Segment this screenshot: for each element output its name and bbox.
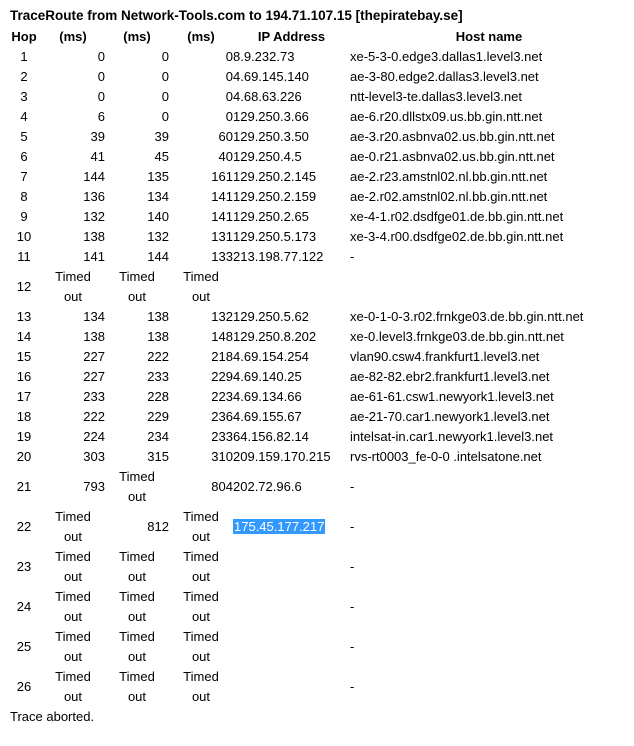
ip-address[interactable]: 64.156.82.14	[233, 429, 309, 444]
timeout-label: out	[191, 609, 211, 624]
latency-ms: 0	[161, 89, 169, 104]
latency-ms: 804	[211, 479, 233, 494]
hop-number: 13	[16, 309, 32, 324]
host-name: ntt-level3-te.dallas3.level3.net	[350, 89, 522, 104]
hop-number: 5	[20, 129, 28, 144]
latency-timeout	[169, 267, 233, 307]
timeout-label: Timed	[183, 269, 219, 284]
table-row	[7, 107, 628, 127]
ip-address-cell	[233, 227, 350, 247]
host-name: ae-6.r20.dllstx09.us.bb.gin.ntt.net	[350, 109, 543, 124]
latency-ms: 132	[83, 209, 105, 224]
hop-number: 18	[16, 409, 32, 424]
latency-ms: 0	[161, 49, 169, 64]
latency-timeout	[41, 627, 105, 667]
hop-number: 26	[16, 679, 32, 694]
ip-address-cell	[233, 147, 350, 167]
table-row	[7, 147, 628, 167]
latency-timeout	[169, 587, 233, 627]
host-name: rvs-rt0003_fe-0-0 .intelsatone.net	[350, 449, 542, 464]
timeout-label: out	[191, 289, 211, 304]
latency-ms: 133	[211, 249, 233, 264]
latency-ms: 138	[147, 329, 169, 344]
ip-address-cell	[233, 87, 350, 107]
hop-number: 11	[17, 249, 31, 264]
table-row	[7, 507, 628, 547]
timeout-label: Timed	[119, 269, 155, 284]
latency-ms: 222	[83, 409, 105, 424]
latency-ms: 0	[161, 69, 169, 84]
hop-number: 22	[16, 519, 32, 534]
latency-ms: 144	[83, 169, 105, 184]
ip-address-cell	[233, 47, 350, 67]
ip-address-cell	[233, 427, 350, 447]
latency-ms: 0	[225, 89, 233, 104]
timeout-label: Timed	[183, 669, 219, 684]
timeout-label: out	[63, 649, 83, 664]
ip-address-cell	[233, 387, 350, 407]
ip-address[interactable]: 129.250.5.62	[233, 309, 309, 324]
timeout-label: Timed	[119, 469, 155, 484]
timeout-label: out	[63, 569, 83, 584]
latency-timeout	[169, 627, 233, 667]
timeout-label: Timed	[183, 629, 219, 644]
ip-address-cell	[233, 187, 350, 207]
table-row	[7, 267, 628, 307]
latency-timeout	[105, 547, 169, 587]
ip-address[interactable]: 129.250.2.145	[233, 169, 317, 184]
timeout-label: out	[63, 289, 83, 304]
timeout-label: Timed	[119, 629, 155, 644]
latency-timeout	[41, 587, 105, 627]
host-name: ae-2.r02.amstnl02.nl.bb.gin.ntt.net	[350, 189, 548, 204]
latency-ms: 141	[211, 189, 233, 204]
timeout-label: Timed	[55, 549, 91, 564]
ip-address-cell	[233, 547, 350, 587]
column-header-ms-3: (ms)	[187, 29, 215, 44]
ip-address[interactable]: 129.250.2.65	[233, 209, 309, 224]
ip-address[interactable]: 4.69.154.254	[233, 349, 309, 364]
latency-ms: 793	[83, 479, 105, 494]
table-row	[7, 127, 628, 147]
ip-address[interactable]: 129.250.8.202	[233, 329, 317, 344]
hop-number: 9	[20, 209, 28, 224]
column-header-ms-2: (ms)	[123, 29, 151, 44]
table-row	[7, 667, 628, 707]
table-row	[7, 447, 628, 467]
host-name: ae-3.r20.asbnva02.us.bb.gin.ntt.net	[350, 129, 555, 144]
latency-ms: 134	[147, 189, 169, 204]
table-row	[7, 367, 628, 387]
latency-ms: 148	[211, 329, 233, 344]
ip-address-cell	[233, 247, 350, 267]
latency-ms: 132	[147, 229, 169, 244]
latency-ms: 60	[218, 129, 233, 144]
latency-ms: 223	[211, 389, 233, 404]
hop-number: 23	[16, 559, 32, 574]
hop-number: 15	[16, 349, 32, 364]
ip-address-cell	[233, 447, 350, 467]
latency-ms: 6	[97, 109, 105, 124]
table-row	[7, 227, 628, 247]
latency-ms: 39	[154, 129, 169, 144]
ip-address-cell	[233, 267, 350, 307]
timeout-label: out	[191, 649, 211, 664]
host-name: ae-0.r21.asbnva02.us.bb.gin.ntt.net	[350, 149, 555, 164]
hop-number: 10	[16, 229, 32, 244]
ip-address[interactable]: 129.250.3.66	[233, 109, 309, 124]
latency-ms: 39	[90, 129, 105, 144]
trace-status: Trace aborted.	[10, 709, 95, 724]
column-header-ip: IP Address	[257, 29, 326, 44]
latency-timeout	[169, 667, 233, 707]
timeout-label: out	[127, 569, 147, 584]
latency-ms: 233	[147, 369, 169, 384]
timeout-label: Timed	[55, 669, 91, 684]
latency-ms: 227	[83, 369, 105, 384]
traceroute-table	[7, 27, 628, 707]
latency-ms: 144	[147, 249, 169, 264]
latency-ms: 229	[147, 409, 169, 424]
table-header-row	[7, 27, 628, 47]
table-row	[7, 587, 628, 627]
latency-timeout	[169, 507, 233, 547]
ip-address[interactable]: 209.159.170.215	[233, 449, 331, 464]
table-row	[7, 427, 628, 447]
timeout-label: Timed	[183, 509, 219, 524]
latency-timeout	[105, 627, 169, 667]
latency-ms: 303	[83, 449, 105, 464]
host-name: -	[350, 639, 355, 654]
latency-ms: 228	[147, 389, 169, 404]
latency-ms: 0	[97, 89, 105, 104]
timeout-label: Timed	[119, 549, 155, 564]
ip-address[interactable]: 4.69.140.25	[233, 369, 302, 384]
latency-ms: 227	[83, 349, 105, 364]
timeout-label: out	[127, 289, 147, 304]
timeout-label: out	[191, 689, 211, 704]
host-name: ae-61-61.csw1.newyork1.level3.net	[350, 389, 554, 404]
table-row	[7, 327, 628, 347]
hop-number: 12	[16, 279, 32, 294]
latency-ms: 132	[211, 309, 233, 324]
host-name: ae-21-70.car1.newyork1.level3.net	[350, 409, 550, 424]
ip-address-cell	[233, 507, 350, 547]
latency-ms: 140	[147, 209, 169, 224]
ip-address-cell	[233, 467, 350, 507]
host-name: -	[350, 679, 355, 694]
hop-number: 7	[20, 169, 28, 184]
ip-address[interactable]: 129.250.4.5	[233, 149, 302, 164]
ip-address[interactable]: 8.9.232.73	[233, 49, 295, 64]
host-name: -	[350, 599, 355, 614]
ip-address-cell	[233, 627, 350, 667]
ip-address-cell	[233, 327, 350, 347]
latency-timeout	[41, 507, 105, 547]
host-name: -	[350, 479, 355, 494]
hop-number: 21	[16, 479, 32, 494]
latency-ms: 136	[83, 189, 105, 204]
timeout-label: out	[127, 689, 147, 704]
table-row	[7, 47, 628, 67]
table-row	[7, 547, 628, 587]
latency-ms: 236	[211, 409, 233, 424]
latency-ms: 138	[147, 309, 169, 324]
latency-ms: 0	[161, 109, 169, 124]
timeout-label: out	[191, 569, 211, 584]
latency-ms: 234	[147, 429, 169, 444]
ip-address-cell	[233, 667, 350, 707]
host-name: ae-82-82.ebr2.frankfurt1.level3.net	[350, 369, 550, 384]
latency-ms: 233	[83, 389, 105, 404]
table-row	[7, 387, 628, 407]
host-name: xe-0-1-0-3.r02.frnkge03.de.bb.gin.ntt.net	[350, 309, 584, 324]
timeout-label: Timed	[183, 549, 219, 564]
latency-timeout	[41, 267, 105, 307]
table-row	[7, 207, 628, 227]
timeout-label: out	[127, 609, 147, 624]
page-title: TraceRoute from Network-Tools.com to 194.71.107.15 [thepiratebay.se]	[10, 8, 463, 23]
ip-address-cell	[233, 207, 350, 227]
latency-timeout	[169, 547, 233, 587]
latency-ms: 812	[147, 519, 169, 534]
timeout-label: Timed	[55, 589, 91, 604]
ip-address[interactable]: 213.198.77.122	[233, 249, 324, 264]
latency-timeout	[105, 267, 169, 307]
hop-number: 20	[16, 449, 32, 464]
ip-address-cell	[233, 127, 350, 147]
host-name: vlan90.csw4.frankfurt1.level3.net	[350, 349, 540, 364]
ip-address[interactable]: 4.69.134.66	[233, 389, 302, 404]
ip-address-cell	[233, 407, 350, 427]
latency-ms: 0	[97, 49, 105, 64]
table-row	[7, 627, 628, 667]
ip-address-cell	[233, 307, 350, 327]
latency-ms: 41	[90, 149, 105, 164]
latency-ms: 0	[225, 109, 233, 124]
timeout-label: Timed	[119, 589, 155, 604]
latency-ms: 134	[83, 309, 105, 324]
timeout-label: Timed	[183, 589, 219, 604]
latency-ms: 138	[83, 229, 105, 244]
timeout-label: Timed	[55, 509, 91, 524]
host-name: -	[350, 519, 355, 534]
ip-address-cell	[233, 367, 350, 387]
timeout-label: out	[127, 489, 147, 504]
latency-timeout	[105, 467, 169, 507]
table-row	[7, 307, 628, 327]
latency-ms: 141	[211, 209, 233, 224]
host-name: -	[350, 249, 355, 264]
latency-timeout	[105, 667, 169, 707]
hop-number: 16	[16, 369, 32, 384]
timeout-label: out	[127, 649, 147, 664]
table-row	[7, 467, 628, 507]
timeout-label: out	[63, 609, 83, 624]
timeout-label: Timed	[119, 669, 155, 684]
hop-number: 3	[20, 89, 28, 104]
timeout-label: Timed	[55, 629, 91, 644]
ip-address-cell	[233, 347, 350, 367]
latency-ms: 222	[147, 349, 169, 364]
ip-address[interactable]: 129.250.5.173	[233, 229, 317, 244]
table-row	[7, 187, 628, 207]
host-name: xe-5-3-0.edge3.dallas1.level3.net	[350, 49, 543, 64]
ip-address-cell	[233, 67, 350, 87]
table-row	[7, 247, 628, 267]
host-name: xe-4-1.r02.dsdfge01.de.bb.gin.ntt.net	[350, 209, 564, 224]
column-header-host: Host name	[455, 29, 523, 44]
table-row	[7, 347, 628, 367]
latency-ms: 45	[154, 149, 169, 164]
host-name: intelsat-in.car1.newyork1.level3.net	[350, 429, 554, 444]
ip-address[interactable]: 4.69.145.140	[233, 69, 309, 84]
host-name: xe-0.level3.frnkge03.de.bb.gin.ntt.net	[350, 329, 564, 344]
hop-number: 1	[20, 49, 28, 64]
ip-address-cell	[233, 107, 350, 127]
timeout-label: out	[63, 689, 83, 704]
hop-number: 8	[20, 189, 28, 204]
hop-number: 24	[16, 599, 32, 614]
latency-timeout	[105, 587, 169, 627]
hop-number: 25	[16, 639, 32, 654]
hop-number: 14	[16, 329, 32, 344]
hop-number: 6	[20, 149, 28, 164]
table-row	[7, 167, 628, 187]
hop-number: 4	[20, 109, 28, 124]
latency-ms: 224	[83, 429, 105, 444]
latency-ms: 229	[211, 369, 233, 384]
ip-address[interactable]: 4.68.63.226	[233, 89, 302, 104]
host-name: ae-3-80.edge2.dallas3.level3.net	[350, 69, 539, 84]
table-body	[7, 47, 628, 707]
latency-ms: 0	[97, 69, 105, 84]
table-row	[7, 407, 628, 427]
table-row	[7, 67, 628, 87]
latency-ms: 40	[218, 149, 233, 164]
latency-ms: 310	[211, 449, 233, 464]
host-name: -	[350, 559, 355, 574]
ip-address-cell	[233, 167, 350, 187]
hop-number: 19	[16, 429, 32, 444]
ip-address[interactable]: 202.72.96.6	[233, 479, 302, 494]
latency-timeout	[41, 547, 105, 587]
host-name: ae-2.r23.amstnl02.nl.bb.gin.ntt.net	[350, 169, 548, 184]
latency-ms: 131	[211, 229, 233, 244]
ip-address[interactable]: 4.69.155.67	[233, 409, 302, 424]
timeout-label: Timed	[55, 269, 91, 284]
hop-number: 17	[16, 389, 32, 404]
ip-address-cell	[233, 587, 350, 627]
latency-ms: 141	[83, 249, 105, 264]
latency-ms: 0	[225, 69, 233, 84]
ip-address[interactable]: 129.250.2.159	[233, 189, 317, 204]
latency-ms: 0	[225, 49, 233, 64]
timeout-label: out	[191, 529, 211, 544]
selected-ip-address[interactable]: 175.45.177.217	[234, 519, 325, 534]
latency-ms: 315	[147, 449, 169, 464]
latency-ms: 135	[147, 169, 169, 184]
latency-timeout	[41, 667, 105, 707]
hop-number: 2	[20, 69, 28, 84]
latency-ms: 161	[211, 169, 233, 184]
latency-ms: 138	[83, 329, 105, 344]
latency-ms: 218	[211, 349, 233, 364]
table-row	[7, 87, 628, 107]
column-header-hop: Hop	[11, 29, 37, 44]
host-name: xe-3-4.r00.dsdfge02.de.bb.gin.ntt.net	[350, 229, 564, 244]
ip-address[interactable]: 129.250.3.50	[233, 129, 309, 144]
timeout-label: out	[63, 529, 83, 544]
latency-ms: 233	[211, 429, 233, 444]
column-header-ms-1: (ms)	[59, 29, 87, 44]
host-name	[350, 267, 628, 307]
